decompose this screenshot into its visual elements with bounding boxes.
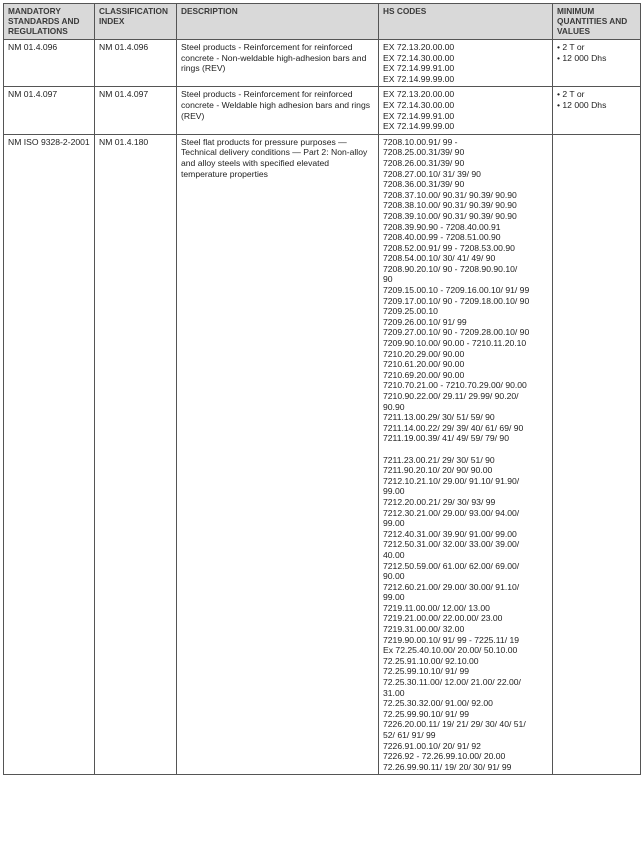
hs-code-line: 7212.60.21.00/ 29.00/ 30.00/ 91.10/ [383,581,520,592]
hs-code-line: 7208.54.00.10/ 30/ 41/ 49/ 90 [383,253,496,264]
hs-code-line: 7219.21.00.00/ 22.00.00/ 23.00 [383,613,503,624]
hs-code-line: 7208.40.00.99 - 7208.51.00.90 [383,232,501,243]
description-cell: Steel products - Reinforcement for reinforced concrete - Weldable high adhesion bars and rings (REV) [177,87,379,134]
hs-code-line: 99.00 [383,518,405,529]
hs-code-line: 7208.39.90.90 - 7208.40.00.91 [383,221,501,232]
hs-code-line: 7212.30.21.00/ 29.00/ 93.00/ 94.00/ [383,507,520,518]
description-cell: Steel products - Reinforcement for reinforced concrete - Non-weldable high-adhesion bars and rings (REV) [177,40,379,87]
hs-code-line: 7210.90.22.00/ 29.11/ 29.99/ 90.20/ [383,391,519,401]
hs-code-line: 7208.90.20.10/ 90 - 7208.90.90.10/ [383,263,518,274]
header-minimum-values: MINIMUM QUANTITIES AND VALUES [553,4,641,40]
hs-code-line: 7210.61.20.00/ 90.00 [383,359,465,370]
hs-code-line: 7226.92 - 72.26.99.10.00/ 20.00 [383,751,506,762]
standard-cell: NM ISO 9328-2-2001 [4,134,95,775]
hs-code-line: 7208.10.00.91/ 99 - [383,136,458,147]
hs-code-line: 7210.69.20.00/ 90.00 [383,369,465,380]
minimum-values-list [557,89,636,110]
hs-code-line: 7209.17.00.10/ 90 - 7209.18.00.10/ 90 [383,295,530,306]
hs-code-line: 7208.38.10.00/ 90.31/ 90.39/ 90.90 [383,200,517,211]
classification-index-cell: NM 01.4.180 [95,134,177,775]
header-hs-codes: HS CODES [379,4,553,40]
minimum-value-item: • 2 T or [557,89,636,100]
minimum-value-item: • 2 T or [557,42,636,53]
hs-code-line: 52/ 61/ 91/ 99 [383,730,436,740]
header-standards: MANDATORY STANDARDS AND REGULATIONS [4,4,95,40]
hs-code-line: 7210.20.29.00/ 90.00 [383,348,465,359]
hs-codes-cell [379,87,553,134]
standard-cell: NM 01.4.097 [4,87,95,134]
hs-code-line: 99.00 [383,486,405,497]
hs-code-line: 7212.10.21.10/ 29.00/ 91.10/ 91.90/ [383,475,520,486]
hs-code-line: EX 72.13.20.00.00 [383,42,455,52]
minimum-values-cell [553,134,641,775]
hs-code-line: 7219.90.00.10/ 91/ 99 - 7225.11/ 19 [383,634,520,645]
hs-code-line: 7219.11.00.00/ 12.00/ 13.00 [383,602,490,613]
table-row [4,87,641,134]
table-row [4,134,641,775]
minimum-value-item: • 12 000 Dhs [557,53,636,64]
hs-code-line: 7208.27.00.10/ 31/ 39/ 90 [383,168,481,179]
hs-code-line: EX 72.14.99.91.00 [383,63,455,74]
hs-code-line: 7211.14.00.22/ 29/ 39/ 40/ 61/ 69/ 90 [383,422,524,433]
hs-code-line: 7208.26.00.31/39/ 90 [383,157,465,168]
classification-index-cell: NM 01.4.096 [95,40,177,87]
hs-code-line: Ex 72.25.40.10.00/ 20.00/ 50.10.00 [383,645,518,656]
hs-code-line: 72.25.99.90.10/ 91/ 99 [383,708,470,719]
table-header-row [4,4,641,40]
hs-code-line: 7212.20.00.21/ 29/ 30/ 93/ 99 [383,496,496,507]
hs-code-line: 7212.50.59.00/ 61.00/ 62.00/ 69.00/ [383,560,520,571]
hs-code-line: 7219.31.00.00/ 32.00 [383,624,465,635]
hs-code-line: EX 72.14.30.00.00 [383,99,455,110]
minimum-values-cell [553,87,641,134]
hs-code-line: 72.25.91.10.00/ 92.10.00 [383,655,479,666]
hs-code-line: 7209.25.00.10 [383,306,438,317]
hs-code-line: 7210.70.21.00 - 7210.70.29.00/ 90.00 [383,380,527,391]
hs-code-line: 7211.90.20.10/ 20/ 90/ 90.00 [383,465,493,476]
hs-code-line: 7208.52.00.91/ 99 - 7208.53.00.90 [383,242,515,253]
hs-code-line: 7211.19.00.39/ 41/ 49/ 59/ 79/ 90 [383,433,509,444]
hs-code-line: 7209.26.00.10/ 91/ 99 [383,316,467,327]
hs-code-line: 90.00 [383,571,405,582]
hs-code-line: EX 72.14.99.99.00 [383,121,455,132]
hs-code-line: 7209.27.00.10/ 90 - 7209.28.00.10/ 90 [383,327,530,338]
hs-code-line: 7209.90.10.00/ 90.00 - 7210.11.20.10 [383,338,527,349]
minimum-values-list [557,42,636,63]
table-row [4,40,641,87]
hs-code-line: 7208.39.10.00/ 90.31/ 90.39/ 90.90 [383,210,517,221]
hs-code-line: 90 [383,274,393,285]
classification-index-cell: NM 01.4.097 [95,87,177,134]
hs-code-line: 31.00 [383,687,405,698]
minimum-values-cell [553,40,641,87]
hs-code-line: 72.25.99.10.10/ 91/ 99 [383,666,470,677]
hs-code-line: 7212.40.31.00/ 39.90/ 91.00/ 99.00 [383,528,517,539]
hs-code-line: 99.00 [383,592,405,603]
hs-code-line: 72.26.99.90.11/ 19/ 20/ 30/ 91/ 99 [383,761,512,772]
hs-code-line: 7211.13.00.29/ 30/ 51/ 59/ 90 [383,412,495,423]
hs-code-line: 7209.15.00.10 - 7209.16.00.10/ 91/ 99 [383,285,530,296]
hs-code-line: 90.90 [383,401,405,412]
hs-code-line: 7208.36.00.31/39/ 90 [383,179,465,190]
minimum-value-item: • 12 000 Dhs [557,100,636,111]
hs-codes-cell [379,134,553,775]
hs-codes-cell [379,40,553,87]
header-classification-index: CLASSIFICATION INDEX [95,4,177,40]
hs-code-line: 7212.50.31.00/ 32.00/ 33.00/ 39.00/ [383,539,520,550]
hs-code-line: 7208.37.10.00/ 90.31/ 90.39/ 90.90 [383,189,517,200]
hs-code-line: 7211.23.00.21/ 29/ 30/ 51/ 90 [383,454,495,465]
header-description: DESCRIPTION [177,4,379,40]
hs-code-line: EX 72.13.20.00.00 [383,89,455,100]
hs-code-line: 40.00 [383,549,405,560]
hs-code-line: 72.25.30.32.00/ 91.00/ 92.00 [383,698,493,709]
hs-code-line: EX 72.14.30.00.00 [383,52,455,63]
hs-code-line: 7226.20.00.11/ 19/ 21/ 29/ 30/ 40/ 51/ [383,719,526,730]
hs-code-line: EX 72.14.99.99.00 [383,73,455,84]
hs-code-line: 7226.91.00.10/ 20/ 91/ 92 [383,740,481,751]
hs-code-line [383,444,548,455]
hs-code-line: 7208.25.00.31/39/ 90 [383,147,465,158]
hs-code-line: 72.25.30.11.00/ 12.00/ 21.00/ 22.00/ [383,677,521,688]
hs-code-line: EX 72.14.99.91.00 [383,110,455,121]
standards-table [3,3,641,775]
description-cell: Steel flat products for pressure purposes — Technical delivery conditions — Part 2: Non-alloy and alloy steels with specified elevated temperature properties [177,134,379,775]
standard-cell: NM 01.4.096 [4,40,95,87]
